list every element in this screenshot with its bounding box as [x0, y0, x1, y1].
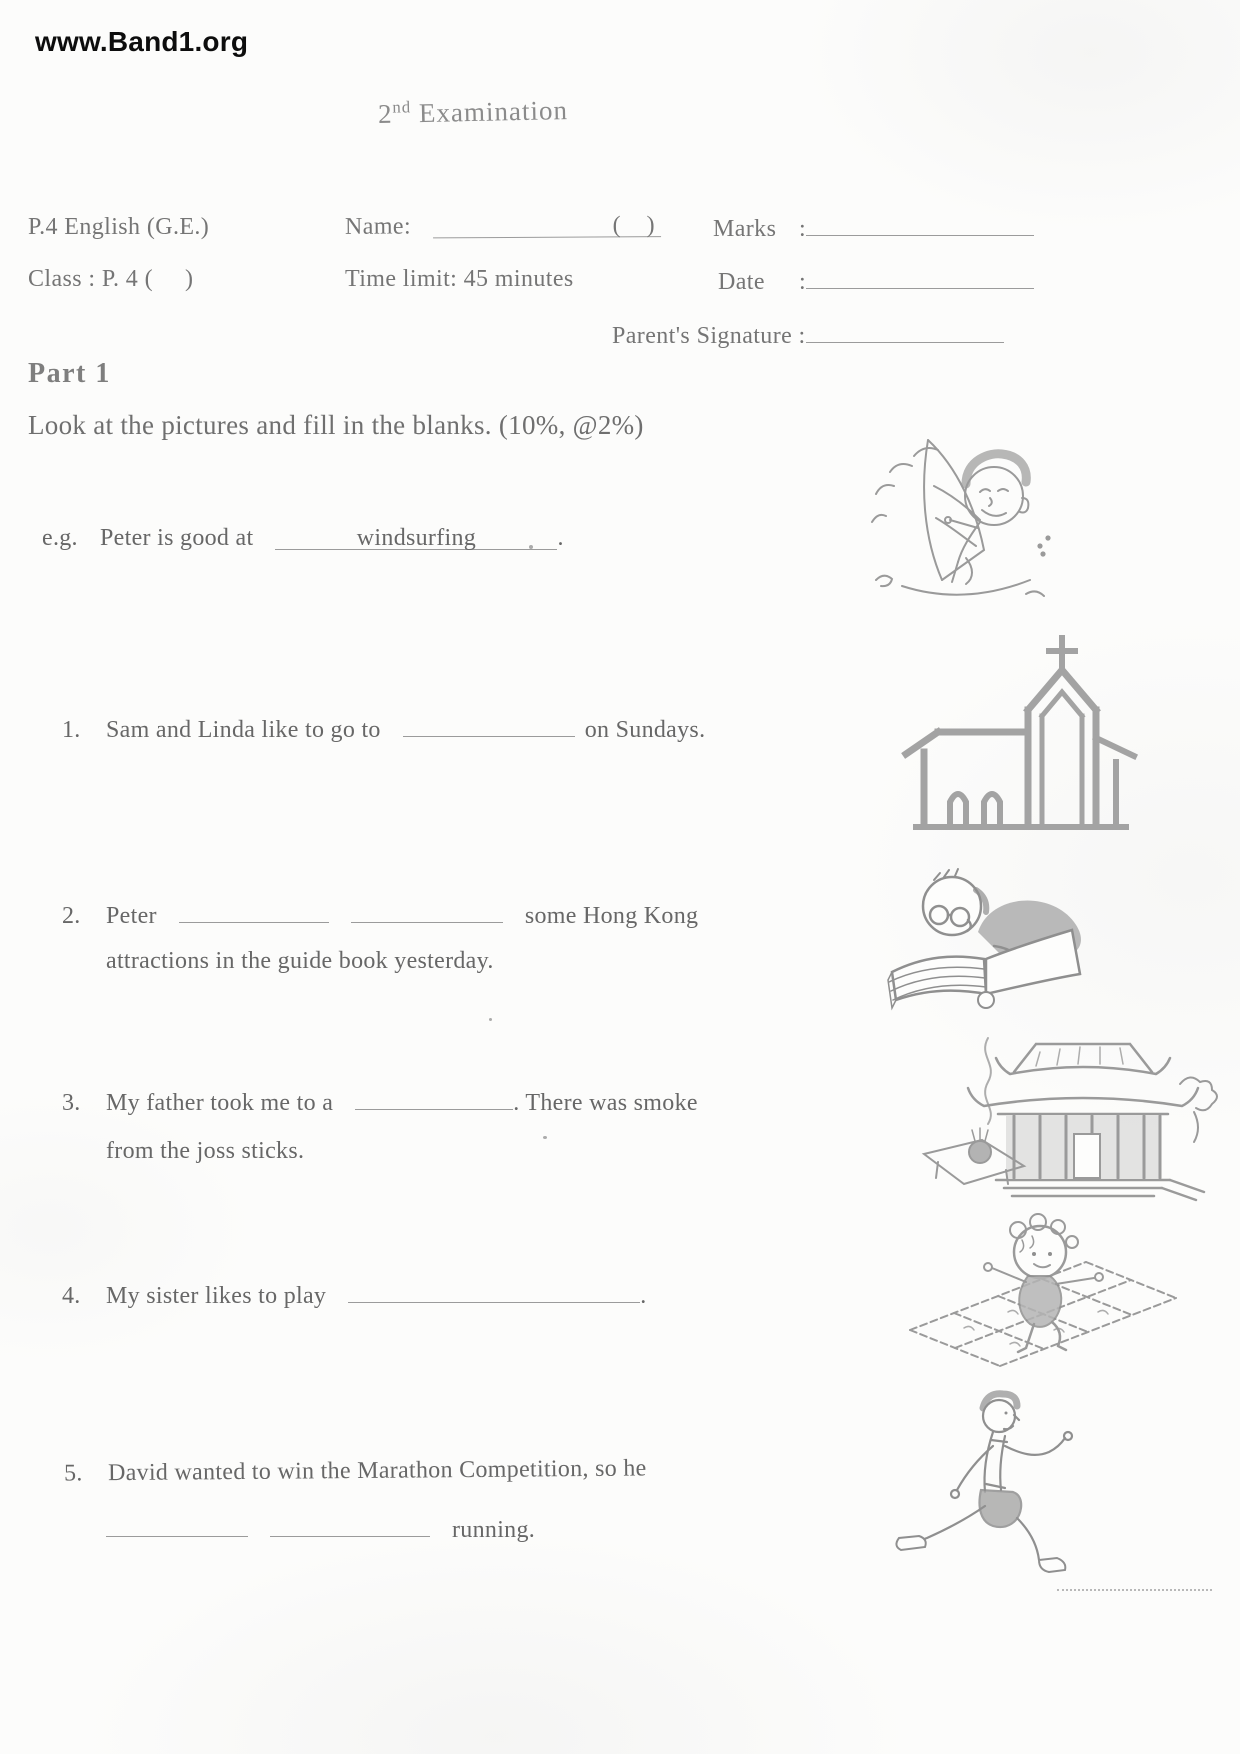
lower-roof	[968, 1088, 1198, 1114]
example-answer-blank	[275, 525, 557, 550]
example-answer: windsurfing	[356, 525, 477, 551]
question-2-blank-1	[179, 898, 329, 923]
marks-blank	[806, 211, 1034, 236]
marks-colon: :	[799, 216, 807, 242]
question-4-text-after: .	[640, 1283, 647, 1309]
date-row	[718, 264, 1034, 296]
church-illustration	[902, 630, 1172, 835]
question-2-line1	[62, 898, 698, 930]
runner-front-arm	[1005, 1438, 1065, 1455]
girl-dress	[1019, 1276, 1061, 1327]
scan-speck	[543, 1136, 547, 1139]
runner-shorts	[980, 1490, 1022, 1527]
question-5-line1	[64, 1455, 647, 1487]
question-2-text-after: some Hong Kong	[524, 903, 699, 929]
date-label: Date	[718, 269, 765, 295]
question-3-line1	[62, 1085, 698, 1117]
example-label: e.g.	[42, 525, 78, 551]
watermark-url: www.Band1.org	[35, 26, 249, 57]
question-3-text-after: . There was smoke	[513, 1090, 698, 1116]
example-text-before: Peter is good at	[100, 525, 254, 551]
example-line	[42, 525, 564, 552]
name-blank	[433, 212, 661, 238]
question-1-line	[62, 712, 705, 744]
temple-door	[1074, 1134, 1100, 1178]
joss-sticks	[972, 1128, 988, 1141]
title-ordinal: nd	[392, 97, 412, 117]
question-5-text-before: David wanted to win the Marathon Competition, so he	[107, 1455, 647, 1487]
running-man-illustration	[893, 1388, 1108, 1593]
windsurfing-man-illustration	[862, 432, 1067, 632]
runner-front-leg	[1017, 1518, 1039, 1560]
question-1-number: 1.	[62, 717, 81, 743]
question-5-line2	[106, 1512, 535, 1544]
question-2-line2: attractions in the guide book yesterday.	[106, 948, 494, 974]
question-3-line2: from the joss sticks.	[106, 1138, 305, 1164]
book-left-page	[892, 957, 986, 1000]
question-1-blank	[403, 712, 575, 737]
parent-signature-blank	[806, 318, 1004, 343]
scan-speck	[489, 1018, 492, 1021]
question-3-text-before: My father took me to a	[106, 1090, 334, 1116]
question-5-blank-2	[270, 1512, 430, 1537]
temple-base	[996, 1180, 1170, 1196]
example-text-after: .	[557, 525, 564, 551]
question-1-text-after: on Sundays.	[584, 717, 706, 743]
surf-board	[902, 580, 1030, 595]
class-label: Class : P. 4 ( )	[28, 266, 194, 292]
ground-line	[1057, 1589, 1212, 1591]
question-4-line	[62, 1278, 647, 1310]
question-2-blank-2	[351, 898, 503, 923]
right-annex	[1096, 738, 1134, 826]
incense-smoke	[985, 1038, 991, 1124]
name-label: Name:	[344, 213, 412, 240]
upper-roof	[996, 1044, 1170, 1074]
question-3-number: 3.	[62, 1090, 81, 1116]
subject-label: P.4 English (G.E.)	[28, 214, 210, 240]
incense-burner	[969, 1141, 991, 1163]
reader-head	[923, 877, 981, 935]
question-3-blank	[355, 1085, 513, 1110]
cross	[1049, 638, 1075, 668]
name-paren: ( )	[612, 212, 656, 239]
scan-speck	[529, 545, 533, 549]
part1-heading: Part 1	[28, 358, 111, 389]
parent-signature-row	[612, 318, 1004, 350]
sail-mast	[924, 440, 942, 580]
name-row	[345, 212, 661, 241]
question-5-blank-1	[106, 1512, 248, 1537]
runner-torso	[984, 1432, 1007, 1492]
question-2-number: 2.	[62, 903, 81, 929]
question-5-line2-after: running.	[452, 1517, 536, 1543]
hopscotch-illustration	[898, 1212, 1178, 1375]
temple-illustration	[918, 1032, 1213, 1210]
arched-windows	[950, 794, 1000, 826]
question-1-text-before: Sam and Linda like to go to	[106, 717, 381, 743]
question-2-text-before: Peter	[106, 903, 157, 929]
rear-shoe	[896, 1536, 925, 1550]
question-4-blank	[348, 1278, 640, 1303]
question-4-text-before: My sister likes to play	[106, 1283, 327, 1309]
front-shoe	[1039, 1558, 1065, 1572]
date-blank	[806, 264, 1034, 289]
page-title	[378, 94, 569, 130]
parent-signature-label: Parent's Signature :	[612, 323, 806, 349]
marks-row	[713, 211, 1034, 243]
clouds	[872, 448, 938, 522]
marks-label: Marks	[713, 216, 777, 242]
man-reading-book-illustration	[882, 858, 1100, 1016]
title-text: Examination	[418, 95, 569, 129]
question-5-number: 5.	[63, 1460, 83, 1487]
title-number: 2	[377, 98, 393, 129]
date-colon: :	[799, 269, 807, 295]
part1-instructions: Look at the pictures and fill in the blanks. (10%, @2%)	[28, 410, 644, 440]
question-4-number: 4.	[62, 1283, 81, 1309]
time-limit-label: Time limit: 45 minutes	[345, 266, 574, 292]
